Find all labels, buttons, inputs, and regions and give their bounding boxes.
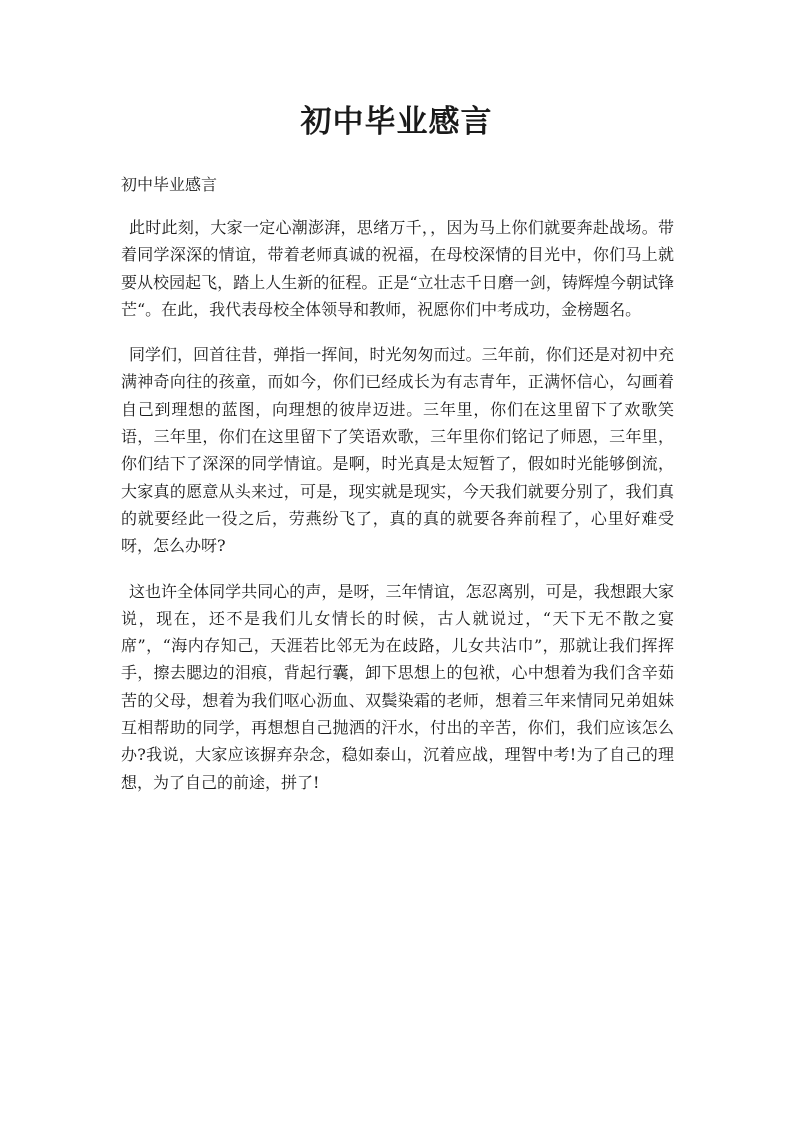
paragraph-2: 同学们，回首往昔，弹指一挥间，时光匆匆而过。三年前，你们还是对初中充满神奇向往的孩童，而如今，你们已经成长为有志青年，正满怀信心，勾画着自己到理想的蓝图，向理想的彼岸迈进。三年里，你们在这里留下了欢歌笑语，三年里，你们在这里留下了笑语欢歌，三年里你们铭记了师恩，三年里，你们结下了深深的同学情谊。是啊，时光真是太短暂了，假如时光能够倒流，大家真的愿意从头来过，可是，现实就是现实，今天我们就要分别了，我们真的就要经此一役之后，劳燕纷飞了，真的真的就要各奔前程了，心里好难受呀，怎么办呀? [121,345,674,556]
paragraph-1: 此时此刻，大家一定心潮澎湃，思绪万千，，因为马上你们就要奔赴战场。带着同学深深的情谊，带着老师真诚的祝福，在母校深情的目光中，你们马上就要从校园起飞，踏上人生新的征程。正是“立壮志千日磨一剑，铸辉煌今朝试锋芒“。在此，我代表母校全体领导和教师，祝愿你们中考成功，金榜题名。 [121,218,674,319]
paragraph-3: 这也许全体同学共同心的声，是呀，三年情谊，怎忍离别，可是，我想跟大家说，现在，还不是我们儿女情长的时候，古人就说过，“天下无不散之宴席”，“海内存知己，天涯若比邻无为在歧路，儿女共沾巾”，那就让我们挥挥手，擦去腮边的泪痕，背起行囊，卸下思想上的包袱，心中想着为我们含辛茹苦的父母，想着为我们呕心沥血、双鬓染霜的老师，想着三年来情同兄弟姐妹互相帮助的同学，再想想自己抛洒的汗水，付出的辛苦，你们，我们应该怎么办?我说，大家应该摒弃杂念，稳如泰山，沉着应战，理智中考!为了自己的理想，为了自己的前途，拼了! [121,581,674,792]
page-title: 初中毕业感言 [300,104,493,140]
document-body [121,214,674,814]
document-subtitle: 初中毕业感言 [121,175,218,194]
